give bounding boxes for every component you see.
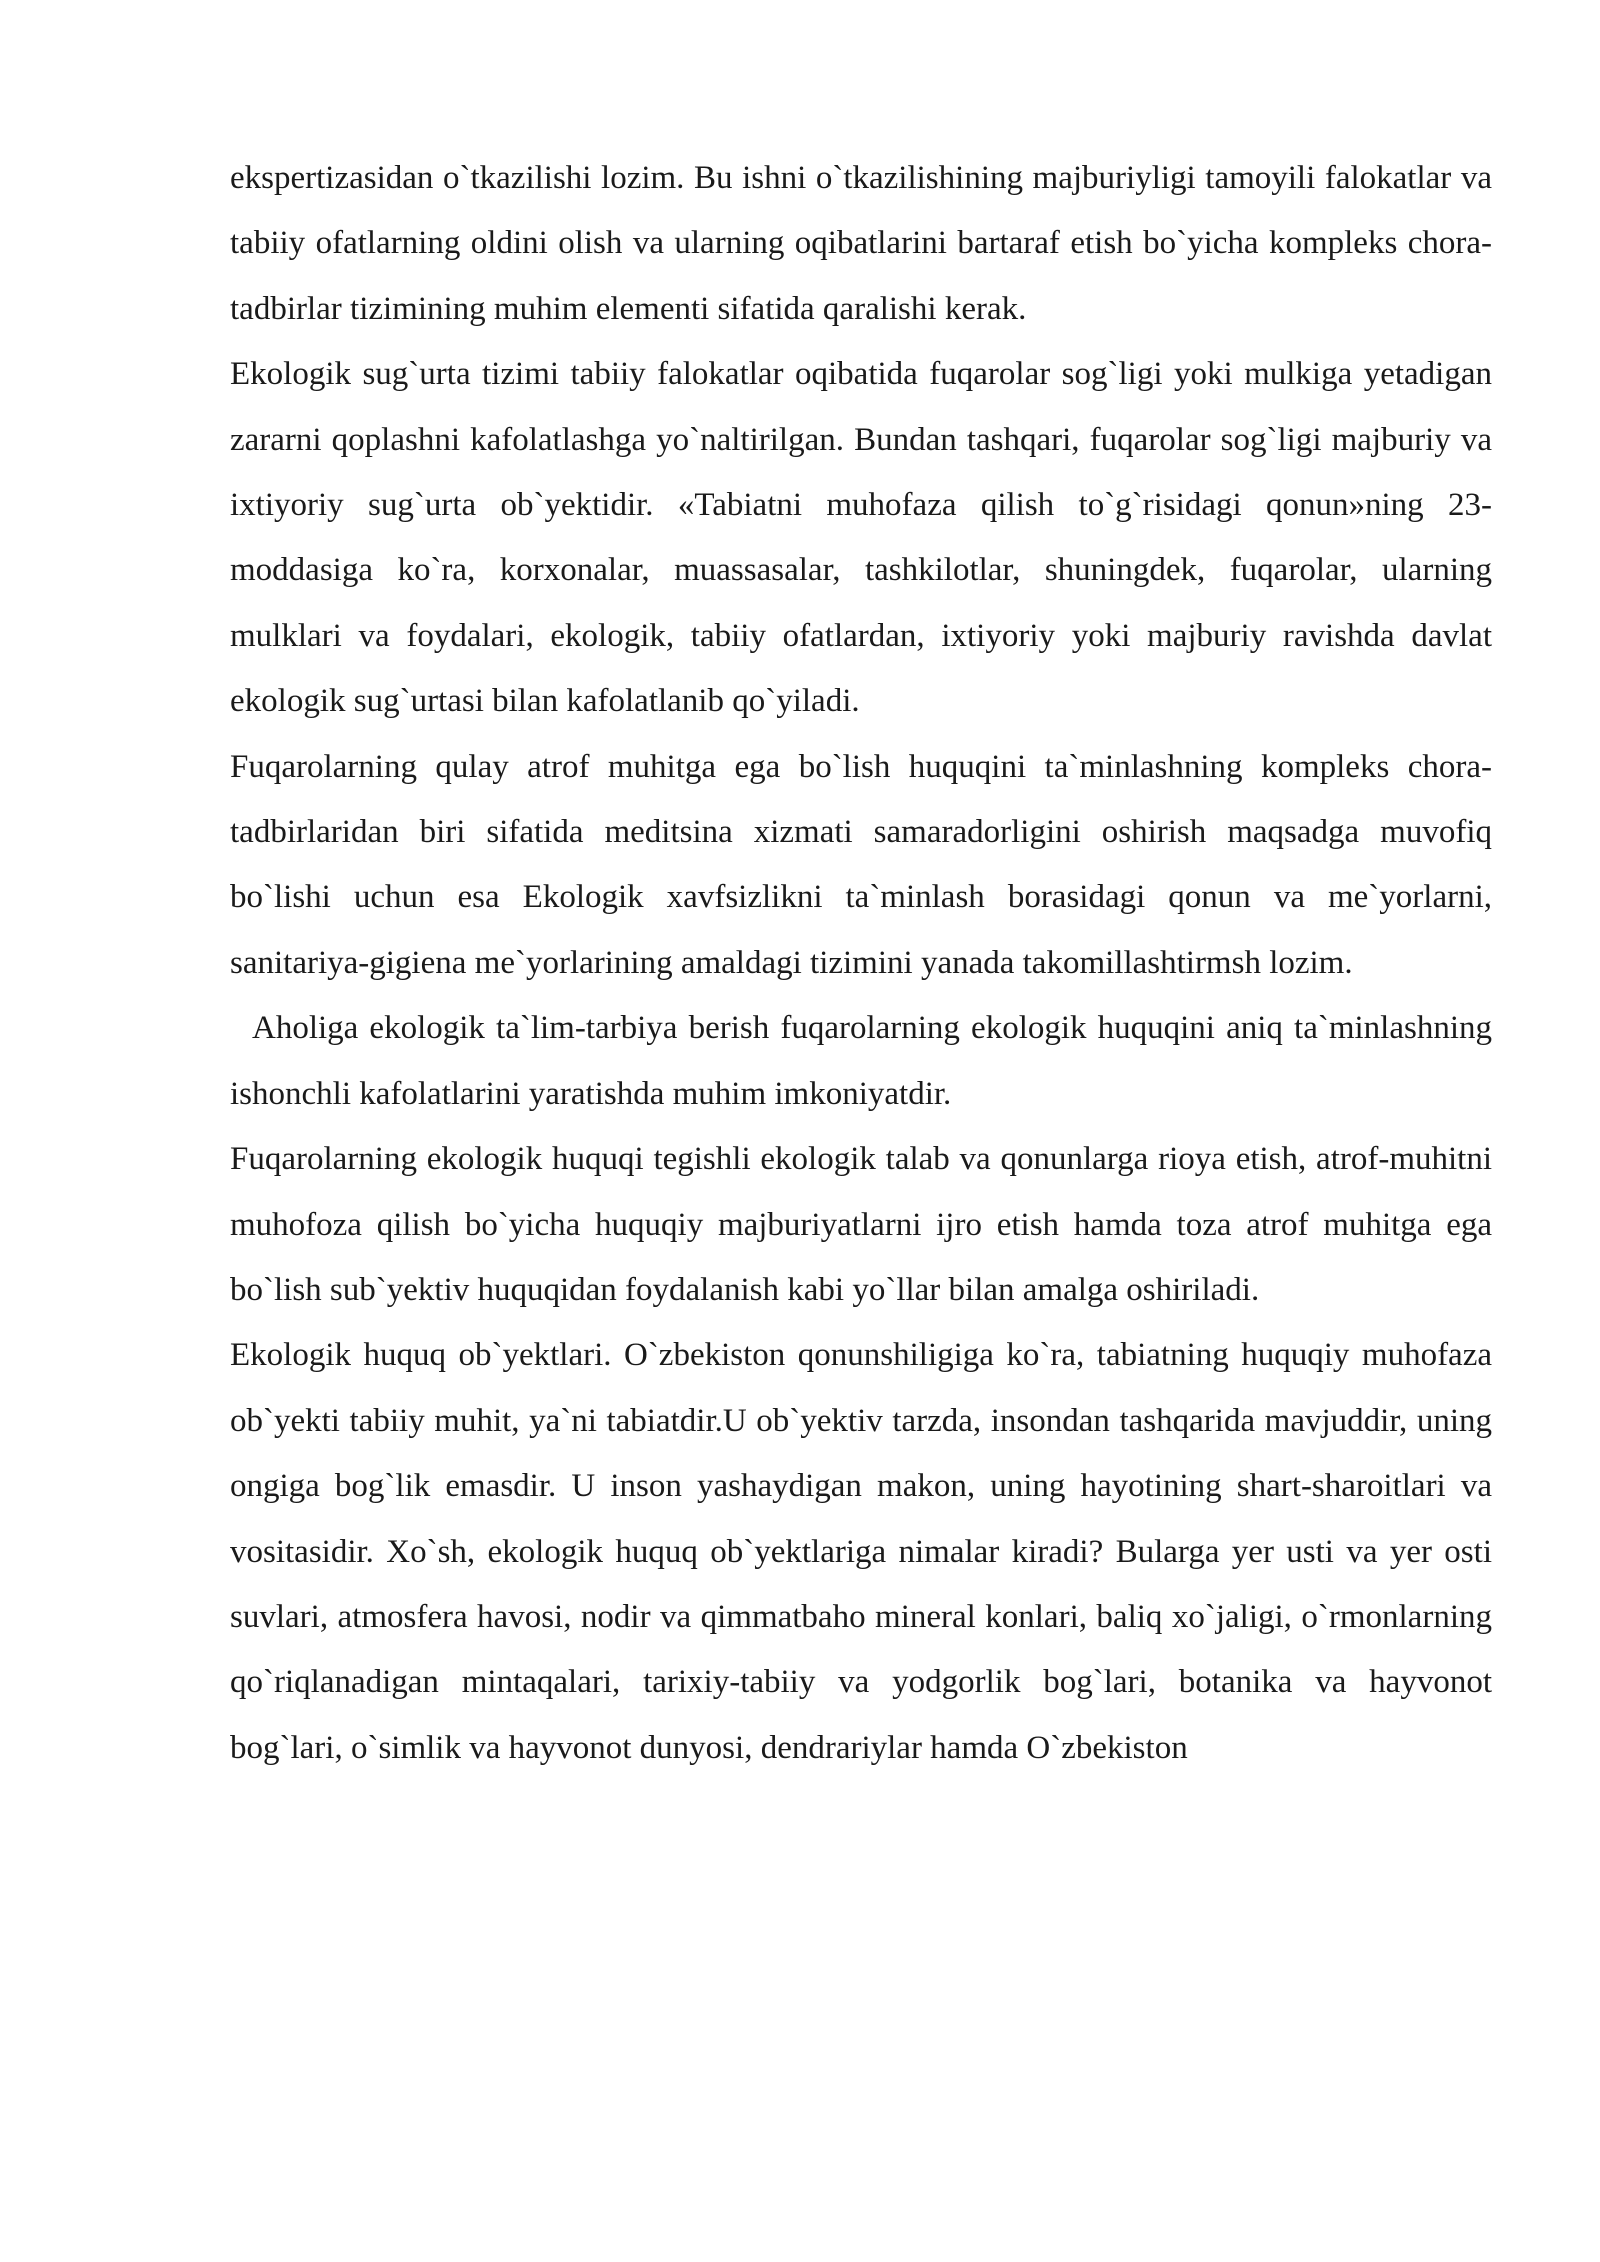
- paragraph-ecological-insurance: Ekologik sug`urta tizimi tabiiy falokatlar oqibatida fuqarolar sog`ligi yoki mulkiga yetadigan zararni qoplashni kafolatlashga yo`naltirilgan. Bundan tashqari, fuqarolar sog`ligi majburiy va ixtiyoriy sug`urta ob`yektidir. «Tabiatni muhofaza qilish to`g`risidagi qonun»ning 23-moddasiga ko`ra, korxonalar, muassasalar, tashkilotlar, shuningdek, fuqarolar, ularning mulklari va foydalari, ekologik, tabiiy ofatlardan, ixtiyoriy yoki majburiy ravishda davlat ekologik sug`urtasi bilan kafolatlanib qo`yiladi.: [230, 356, 1492, 720]
- paragraph-citizens-ecological-rights: Fuqarolarning ekologik huquqi tegishli ekologik talab va qonunlarga rioya etish, atrof-muhitni muhofoza qilish bo`yicha huquqiy majburiyatlarni ijro etish hamda toza atrof muhitga ega bo`lish sub`yektiv huquqidan foydalanish kabi yo`llar bilan amalga oshiriladi.: [230, 1141, 1492, 1308]
- paragraph-ecological-education: Aholiga ekologik ta`lim-tarbiya berish fuqarolarning ekologik huquqini aniq ta`minlashning ishonchli kafolatlarini yaratishda muhim imkoniyatdir.: [230, 1010, 1492, 1112]
- document-body: [230, 146, 1492, 1781]
- paragraph-expertise-continuation: ekspertizasidan o`tkazilishi lozim. Bu ishni o`tkazilishining majburiyligi tamoyili falokatlar va tabiiy ofatlarning oldini olish va ularning oqibatlarini bartaraf etish bo`yicha kompleks chora-tadbirlar tizimining muhim elementi sifatida qaralishi kerak.: [230, 160, 1492, 327]
- paragraph-favorable-environment-rights: Fuqarolarning qulay atrof muhitga ega bo`lish huquqini ta`minlashning kompleks chora-tadbirlaridan biri sifatida meditsina xizmati samaradorligini oshirish maqsadga muvofiq bo`lishi uchun esa Ekologik xavfsizlikni ta`minlash borasidagi qonun va me`yorlarni, sanitariya-gigiena me`yorlarining amaldagi tizimini yanada takomillashtirmsh lozim.: [230, 748, 1492, 981]
- paragraph-ecological-law-objects: Ekologik huquq ob`yektlari. O`zbekiston qonunshiligiga ko`ra, tabiatning huquqiy muhofaza ob`yekti tabiiy muhit, ya`ni tabiatdir.U ob`yektiv tarzda, insondan tashqarida mavjuddir, uning ongiga bog`lik emasdir. U inson yashaydigan makon, uning hayotining shart-sharoitlari va vositasidir. Xo`sh, ekologik huquq ob`yektlariga nimalar kiradi? Bularga yer usti va yer osti suvlari, atmosfera havosi, nodir va qimmatbaho mineral konlari, baliq xo`jaligi, o`rmonlarning qo`riqlanadigan mintaqalari, tarixiy-tabiiy va yodgorlik bog`lari, botanika va hayvonot bog`lari, o`simlik va hayvonot dunyosi, dendrariylar hamda O`zbekiston: [230, 1337, 1492, 1766]
